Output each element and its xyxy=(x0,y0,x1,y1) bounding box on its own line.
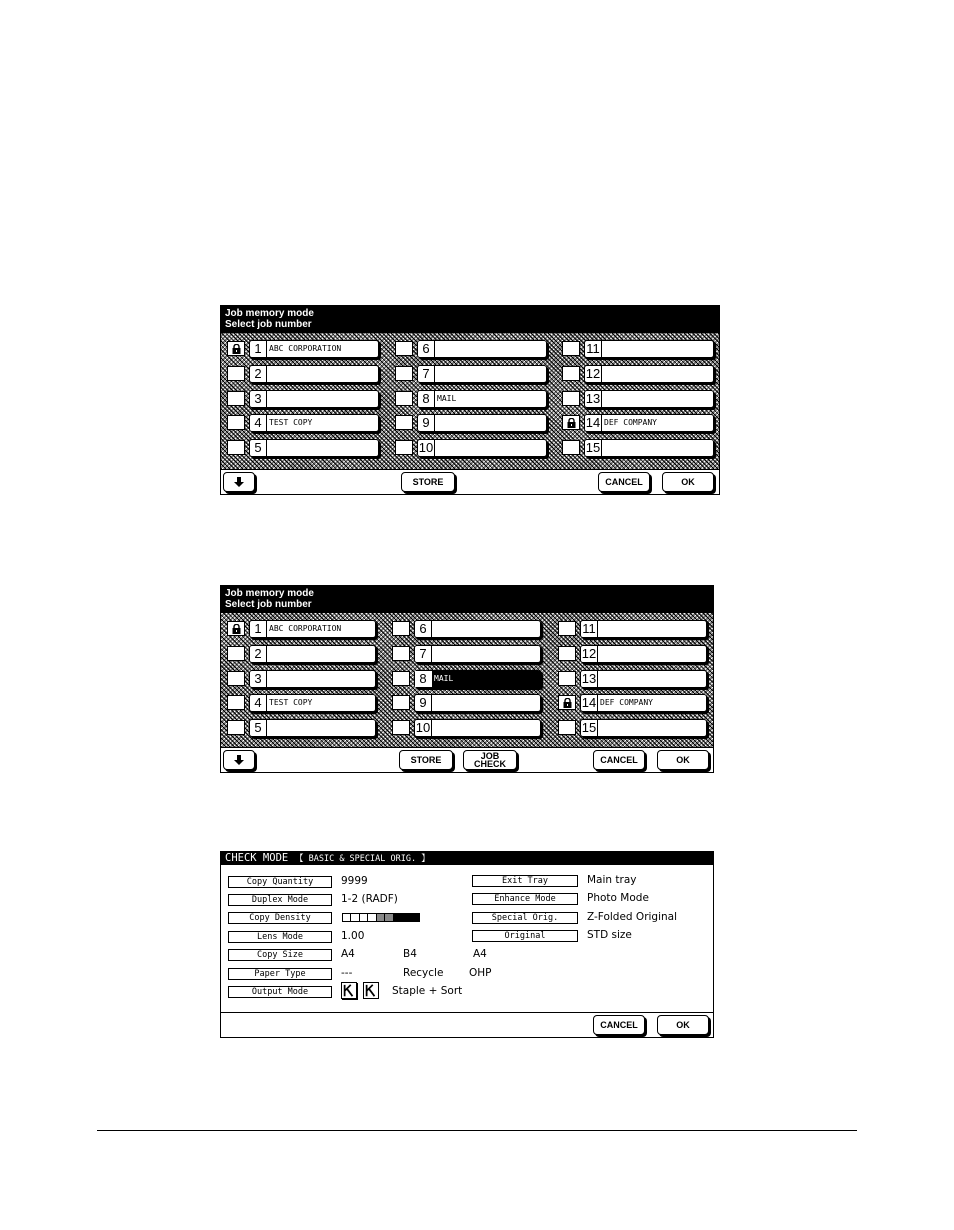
job-number: 2 xyxy=(250,646,267,662)
check-label-copy-density: Copy Density xyxy=(228,912,332,924)
header-subtitle: Select job number xyxy=(225,319,312,330)
check-value: STD size xyxy=(587,929,632,941)
store-button[interactable]: STORE xyxy=(401,472,455,492)
check-value: --- xyxy=(341,967,353,979)
job-number: 15 xyxy=(585,440,601,456)
density-indicator xyxy=(342,913,420,922)
check-value: 1.00 xyxy=(341,930,365,942)
job-number: 8 xyxy=(418,391,435,407)
job-name: TEST COPY xyxy=(269,698,313,708)
job-number: 14 xyxy=(585,415,601,431)
ok-button[interactable]: OK xyxy=(662,472,714,492)
job-slot-8[interactable] xyxy=(417,390,547,408)
panel-footer xyxy=(221,469,719,494)
job-name: MAIL xyxy=(434,673,454,683)
job-check-label-line1: JOB xyxy=(480,751,500,761)
lock-toggle-5[interactable] xyxy=(227,440,245,455)
job-number: 10 xyxy=(418,440,434,456)
lock-toggle-5[interactable] xyxy=(227,720,245,735)
lock-toggle-15[interactable] xyxy=(558,720,576,735)
check-label-special-orig-: Special Orig. xyxy=(472,912,578,924)
check-value: A4 xyxy=(341,948,355,960)
job-slot-2[interactable] xyxy=(249,645,376,663)
check-value: Z-Folded Original xyxy=(587,911,678,923)
job-number: 7 xyxy=(415,646,432,662)
job-number: 2 xyxy=(250,366,267,382)
job-slot-14[interactable] xyxy=(584,414,714,432)
scroll-down-button[interactable] xyxy=(223,472,255,492)
panel-header xyxy=(221,306,719,333)
job-slot-6[interactable] xyxy=(414,620,541,638)
check-mode-subtitle: 【 BASIC & SPECIAL ORIG. 】 xyxy=(295,854,430,864)
job-grid xyxy=(221,613,713,747)
job-slot-4[interactable] xyxy=(249,414,379,432)
lock-toggle-7[interactable] xyxy=(392,646,410,661)
lock-toggle-11[interactable] xyxy=(562,341,580,356)
job-slot-6[interactable] xyxy=(417,340,547,358)
job-number: 8 xyxy=(415,671,432,687)
cancel-button[interactable]: CANCEL xyxy=(593,750,645,770)
job-number: 11 xyxy=(585,341,602,357)
job-slot-11[interactable] xyxy=(584,340,714,358)
check-label-copy-size: Copy Size xyxy=(228,949,332,961)
lock-icon xyxy=(232,344,241,354)
job-slot-13[interactable] xyxy=(584,390,714,408)
job-name: DEF COMPANY xyxy=(600,698,653,708)
check-label-exit-tray: Exit Tray xyxy=(472,875,578,887)
job-slot-10[interactable] xyxy=(417,439,547,457)
job-number: 9 xyxy=(415,695,432,711)
job-slot-12[interactable] xyxy=(584,365,714,383)
job-slot-15[interactable] xyxy=(580,719,707,737)
job-slot-3[interactable] xyxy=(249,390,379,408)
job-memory-panel-1 xyxy=(220,305,720,495)
lock-toggle-2[interactable] xyxy=(227,366,245,381)
check-value: 9999 xyxy=(341,875,368,887)
cancel-button[interactable]: CANCEL xyxy=(598,472,650,492)
lock-toggle-8[interactable] xyxy=(392,671,410,686)
job-name: ABC CORPORATION xyxy=(269,344,342,353)
paper-type-extra: OHP xyxy=(469,967,492,979)
job-check-button[interactable] xyxy=(463,750,517,770)
job-name: MAIL xyxy=(437,393,457,403)
copy-size-extra: B4 xyxy=(403,948,417,960)
ok-button[interactable]: OK xyxy=(657,1015,709,1035)
lock-toggle-4[interactable] xyxy=(227,415,245,430)
check-mode-title: CHECK MODE xyxy=(225,852,289,864)
store-button[interactable]: STORE xyxy=(399,750,453,770)
header-title: Job memory mode xyxy=(225,588,314,599)
job-number: 7 xyxy=(418,366,435,382)
lock-toggle-7[interactable] xyxy=(395,366,413,381)
job-slot-3[interactable] xyxy=(249,670,376,688)
panel-header xyxy=(221,586,713,613)
job-number: 3 xyxy=(250,391,267,407)
lock-toggle-15[interactable] xyxy=(562,440,580,455)
staple-sort-icon xyxy=(341,982,357,999)
job-number: 14 xyxy=(581,695,597,711)
job-grid xyxy=(221,333,719,469)
page-divider xyxy=(97,1130,857,1131)
arrow-down-icon xyxy=(233,476,245,488)
lock-icon xyxy=(567,418,576,428)
lock-toggle-3[interactable] xyxy=(227,391,245,406)
job-number: 12 xyxy=(581,645,597,661)
lock-toggle-12[interactable] xyxy=(558,646,576,661)
lock-toggle-6[interactable] xyxy=(395,341,413,356)
lock-toggle-8[interactable] xyxy=(395,391,413,406)
check-label-copy-quantity: Copy Quantity xyxy=(228,876,332,888)
job-slot-2[interactable] xyxy=(249,365,379,383)
job-check-label-line2: CHECK xyxy=(473,759,506,769)
job-name: TEST COPY xyxy=(269,418,313,428)
check-label-duplex-mode: Duplex Mode xyxy=(228,894,332,906)
paper-type-extra: Recycle xyxy=(403,967,444,979)
job-number: 4 xyxy=(250,415,267,431)
job-number: 4 xyxy=(250,695,267,711)
job-memory-panel-2 xyxy=(220,585,714,773)
lock-icon xyxy=(563,698,572,708)
panel-footer xyxy=(221,1012,713,1037)
job-name: ABC CORPORATION xyxy=(269,624,342,633)
lock-toggle-13[interactable] xyxy=(558,671,576,686)
lock-toggle-1[interactable] xyxy=(227,341,245,356)
job-number: 12 xyxy=(585,365,601,381)
job-name: DEF COMPANY xyxy=(604,418,657,428)
lock-toggle-3[interactable] xyxy=(227,671,245,686)
check-label-enhance-mode: Enhance Mode xyxy=(472,893,578,905)
job-number: 6 xyxy=(418,341,435,357)
job-number: 9 xyxy=(418,415,435,431)
check-value: Main tray xyxy=(587,874,637,886)
job-slot-14[interactable] xyxy=(580,694,707,712)
job-number: 5 xyxy=(250,440,267,456)
job-number: 13 xyxy=(585,390,601,406)
lock-toggle-9[interactable] xyxy=(392,695,410,710)
cancel-button[interactable]: CANCEL xyxy=(593,1015,645,1035)
job-slot-4[interactable] xyxy=(249,694,376,712)
lock-toggle-10[interactable] xyxy=(392,720,410,735)
job-number: 6 xyxy=(415,621,432,637)
job-slot-13[interactable] xyxy=(580,670,707,688)
job-number: 15 xyxy=(581,720,597,736)
header-subtitle: Select job number xyxy=(225,599,312,610)
job-slot-1[interactable] xyxy=(249,620,376,638)
ok-button[interactable]: OK xyxy=(657,750,709,770)
job-slot-5[interactable] xyxy=(249,719,376,737)
staple-icon xyxy=(363,982,379,999)
job-slot-1[interactable] xyxy=(249,340,379,358)
lock-toggle-11[interactable] xyxy=(558,621,576,636)
lock-toggle-1[interactable] xyxy=(227,621,245,636)
lock-toggle-14[interactable] xyxy=(562,415,580,430)
check-label-paper-type: Paper Type xyxy=(228,968,332,980)
lock-toggle-2[interactable] xyxy=(227,646,245,661)
job-slot-15[interactable] xyxy=(584,439,714,457)
check-mode-body xyxy=(221,865,713,1013)
check-value: Photo Mode xyxy=(587,892,649,904)
job-number: 5 xyxy=(250,720,267,736)
check-value: 1-2 (RADF) xyxy=(341,893,398,905)
lock-toggle-10[interactable] xyxy=(395,440,413,455)
panel-footer xyxy=(221,747,713,772)
output-mode-value: Staple + Sort xyxy=(392,985,463,997)
lock-toggle-12[interactable] xyxy=(562,366,580,381)
job-number: 11 xyxy=(581,621,598,637)
lock-toggle-13[interactable] xyxy=(562,391,580,406)
lock-toggle-14[interactable] xyxy=(558,695,576,710)
check-label-lens-mode: Lens Mode xyxy=(228,931,332,943)
job-number: 1 xyxy=(250,621,267,637)
job-slot-9[interactable] xyxy=(414,694,541,712)
lock-icon xyxy=(232,624,241,634)
lock-toggle-6[interactable] xyxy=(392,621,410,636)
job-slot-10[interactable] xyxy=(414,719,541,737)
check-label-original: Original xyxy=(472,930,578,942)
job-slot-11[interactable] xyxy=(580,620,707,638)
job-slot-5[interactable] xyxy=(249,439,379,457)
job-slot-7[interactable] xyxy=(414,645,541,663)
job-slot-8[interactable] xyxy=(414,670,541,688)
scroll-down-button[interactable] xyxy=(223,750,255,770)
job-number: 10 xyxy=(415,720,431,736)
check-label-output-mode: Output Mode xyxy=(228,986,332,998)
job-slot-7[interactable] xyxy=(417,365,547,383)
job-number: 1 xyxy=(250,341,267,357)
job-slot-9[interactable] xyxy=(417,414,547,432)
job-number: 13 xyxy=(581,670,597,686)
lock-toggle-4[interactable] xyxy=(227,695,245,710)
job-number: 3 xyxy=(250,671,267,687)
arrow-down-icon xyxy=(233,754,245,766)
check-mode-panel xyxy=(220,851,714,1038)
check-mode-header xyxy=(221,852,713,865)
header-title: Job memory mode xyxy=(225,308,314,319)
lock-toggle-9[interactable] xyxy=(395,415,413,430)
job-slot-12[interactable] xyxy=(580,645,707,663)
copy-size-extra: A4 xyxy=(473,948,487,960)
